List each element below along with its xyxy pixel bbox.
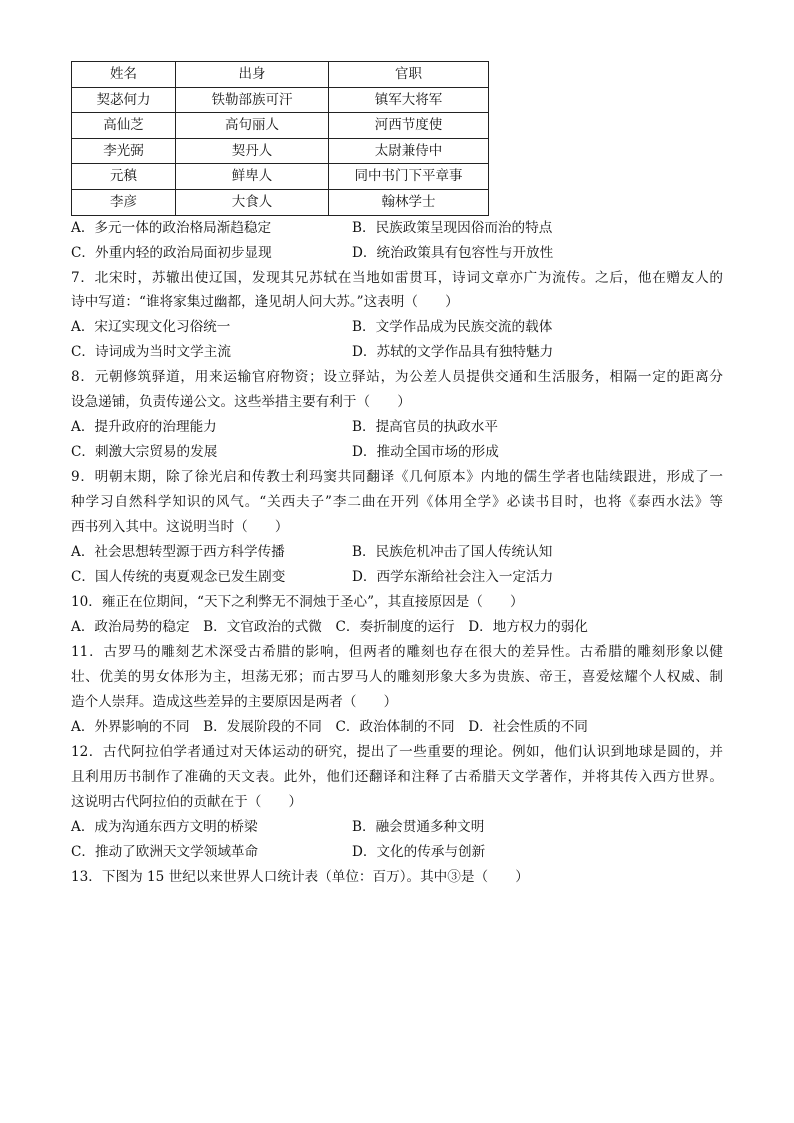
q9-stem-line-1: 9．明朝末期，除了徐光启和传教士利玛窦共同翻译《几何原本》内地的儒生学者也陆续跟进，形成了一 [71, 469, 723, 485]
q7-stem-line-1: 7．北宋时，苏辙出使辽国，发现其兄苏轼在当地如雷贯耳，诗词文章亦广为流传。之后，他在赠友人的 [71, 270, 723, 286]
table-cell: 李光弼 [72, 138, 176, 164]
q9-stem-line-2: 种学习自然科学知识的风气。“关西夫子”李二曲在开列《体用全学》必读书目时，也将《泰西水法》等 [71, 494, 723, 510]
table-cell: 大食人 [176, 189, 329, 215]
table-cell: 铁勒部族可汗 [176, 87, 329, 113]
table-cell: 鲜卑人 [176, 164, 329, 190]
table-cell: 契苾何力 [72, 87, 176, 113]
table-cell: 同中书门下平章事 [329, 164, 489, 190]
q7-option-a[interactable]: A．宋辽实现文化习俗统一 [71, 319, 231, 335]
q8-stem-line-2: 设急递铺，负责传递公文。这些举措主要有利于（ ） [71, 394, 411, 410]
q8-option-b[interactable]: B．提高官员的执政水平 [352, 419, 498, 435]
table-row [72, 164, 489, 190]
q12-stem-line-3: 这说明古代阿拉伯的贡献在于（ ） [71, 794, 303, 810]
q12-option-d[interactable]: D．文化的传承与创新 [352, 844, 486, 860]
q9-option-c[interactable]: C．国人传统的夷夏观念已发生剧变 [71, 569, 286, 585]
table-cell: 翰林学士 [329, 189, 489, 215]
table-cell: 太尉兼侍中 [329, 138, 489, 164]
table-header-cell: 出身 [176, 62, 329, 88]
q12-option-b[interactable]: B．融会贯通多种文明 [352, 819, 485, 835]
q7-option-c[interactable]: C．诗词成为当时文学主流 [71, 344, 231, 360]
q12-option-c[interactable]: C．推动了欧洲天文学领域革命 [71, 844, 259, 860]
q6-option-a[interactable]: A．多元一体的政治格局渐趋稳定 [71, 220, 272, 236]
table-row [72, 113, 489, 139]
q8-option-a[interactable]: A．提升政府的治理能力 [71, 419, 217, 435]
q11-stem-line-1: 11．古罗马的雕刻艺术深受古希腊的影响，但两者的雕刻也存在很大的差异性。古希腊的雕刻形象以健 [71, 644, 723, 660]
q8-stem-line-1: 8．元朝修筑驿道，用来运输官府物资；设立驿站，为公差人员提供交通和生活服务，相隔一定的距离分 [71, 369, 723, 385]
table-header-cell: 官职 [329, 62, 489, 88]
table-cell: 契丹人 [176, 138, 329, 164]
q6-option-c[interactable]: C．外重内轻的政治局面初步显现 [71, 245, 272, 261]
table-cell: 镇军大将军 [329, 87, 489, 113]
q12-stem-line-1: 12．古代阿拉伯学者通过对天体运动的研究，提出了一些重要的理论。例如，他们认识到地球是圆的，并 [71, 744, 723, 760]
table-row [72, 138, 489, 164]
q11-options[interactable]: A．外界影响的不同 B．发展阶段的不同 C．政治体制的不同 D．社会性质的不同 [71, 719, 588, 735]
q9-option-a[interactable]: A．社会思想转型源于西方科学传播 [71, 544, 285, 560]
q12-stem-line-2: 且利用历书制作了准确的天文表。此外，他们还翻译和注释了古希腊天文学著作，并将其传入西方世界。 [71, 769, 723, 785]
table-cell: 李彦 [72, 189, 176, 215]
table-cell: 河西节度使 [329, 113, 489, 139]
q8-option-d[interactable]: D．推动全国市场的形成 [352, 444, 499, 460]
q9-option-b[interactable]: B．民族危机冲击了国人传统认知 [352, 544, 553, 560]
table-row [72, 87, 489, 113]
table-cell: 高句丽人 [176, 113, 329, 139]
q11-stem-line-2: 壮、优美的男女体形为主，坦荡无邪；而古罗马人的雕刻形象大多为贵族、帝王，喜爱炫耀个人权威、制 [71, 669, 723, 685]
table-cell: 元稹 [72, 164, 176, 190]
table-header-row [72, 62, 489, 88]
official-origin-table [71, 61, 489, 216]
q11-stem-line-3: 造个人崇拜。造成这些差异的主要原因是两者（ ） [71, 694, 398, 710]
q13-stem-line-1: 13．下图为 15 世纪以来世界人口统计表（单位：百万）。其中③是（ ） [71, 869, 529, 885]
q9-option-d[interactable]: D．西学东渐给社会注入一定活力 [352, 569, 554, 585]
q10-stem-line-1: 10．雍正在位期间，“天下之利弊无不洞烛于圣心”，其直接原因是（ ） [71, 594, 524, 610]
q8-option-c[interactable]: C．刺激大宗贸易的发展 [71, 444, 218, 460]
q6-option-d[interactable]: D．统治政策具有包容性与开放性 [352, 245, 554, 261]
q6-option-b[interactable]: B．民族政策呈现因俗而治的特点 [352, 220, 553, 236]
q10-options[interactable]: A．政治局势的稳定 B．文官政治的式微 C．奏折制度的运行 D．地方权力的弱化 [71, 619, 588, 635]
q7-option-b[interactable]: B．文学作品成为民族交流的载体 [352, 319, 553, 335]
table-cell: 高仙芝 [72, 113, 176, 139]
q9-stem-line-3: 西书列入其中。这说明当时（ ） [71, 519, 289, 535]
q7-option-d[interactable]: D．苏轼的文学作品具有独特魅力 [352, 344, 554, 360]
table-header-cell: 姓名 [72, 62, 176, 88]
table-row [72, 189, 489, 215]
q12-option-a[interactable]: A．成为沟通东西方文明的桥梁 [71, 819, 258, 835]
q7-stem-line-2: 诗中写道：“谁将家集过幽都，逢见胡人问大苏。”这表明（ ） [71, 294, 459, 310]
